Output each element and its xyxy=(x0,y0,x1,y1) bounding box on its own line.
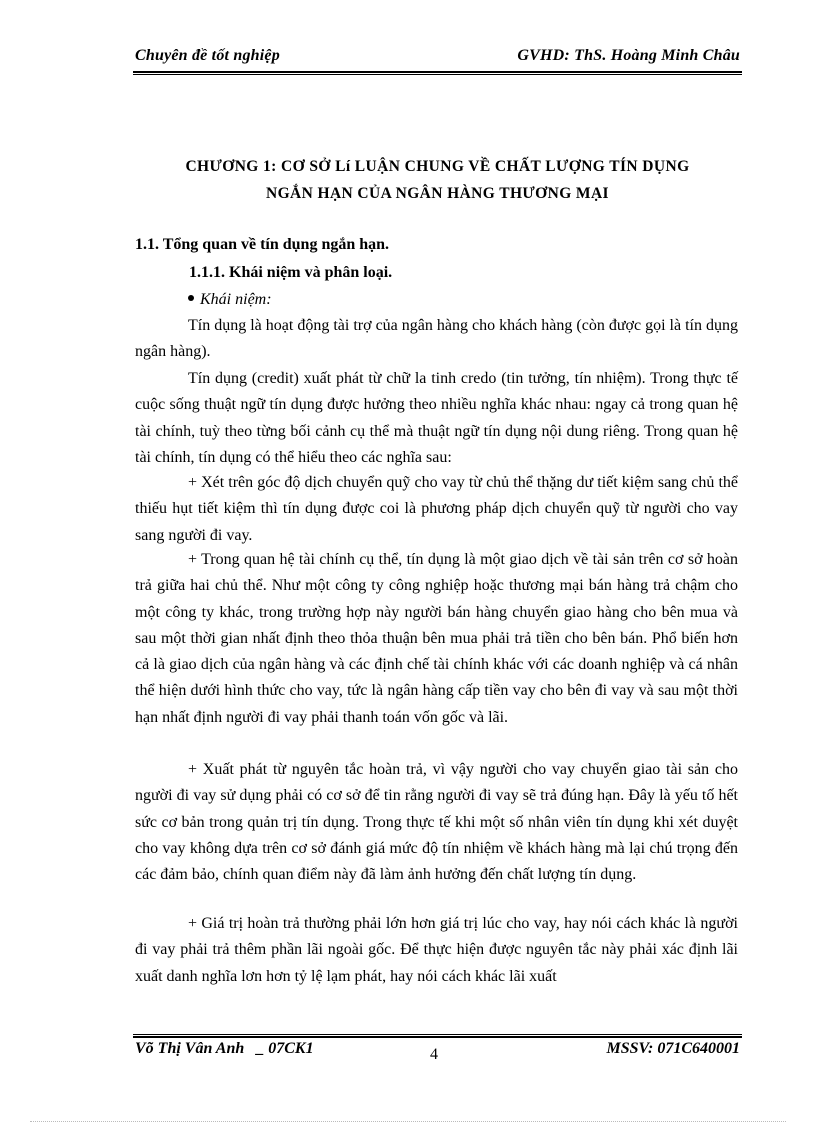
chapter-title-line-2: NGẮN HẠN CỦA NGÂN HÀNG THƯƠNG MẠI xyxy=(265,185,609,202)
bullet-icon xyxy=(188,295,194,301)
page-bottom-divider xyxy=(30,1121,786,1122)
paragraph: Tín dụng là hoạt động tài trợ của ngân hàng cho khách hàng (còn được gọi là tín dụng ngân hàng). xyxy=(135,317,738,361)
section-heading-1-1: 1.1. Tổng quan về tín dụng ngắn hạn. xyxy=(135,236,390,253)
paragraph: + Xuất phát từ nguyên tắc hoàn trả, vì vậy người cho vay chuyển giao tài sản cho người đi vay sử dụng phải có cơ sở để tin rằng người đi vay sẽ trả đúng hạn. Đây là yếu tố hết sức cơ bản trong quản trị tín dụng. Trong thực tế khi một số nhân viên tín dụng khi xét duyệt cho vay không dựa trên cơ sở đánh giá mức độ tín nhiệm về khách hàng mà lại chú trọng đến các đảm bảo, chính quan điểm này đã làm ảnh hưởng đến chất lượng tín dụng. xyxy=(135,761,738,884)
header-rule-thick xyxy=(133,71,742,73)
footer-rule-thick xyxy=(133,1036,742,1038)
paragraph: + Xét trên góc độ dịch chuyển quỹ cho vay từ chủ thể thặng dư tiết kiệm sang chủ thể thiếu hụt tiết kiệm thì tín dụng được coi là phương pháp dịch chuyển quỹ từ người cho vay sang người đi vay. xyxy=(135,474,738,544)
paragraph: Tín dụng (credit) xuất phát từ chữ la tinh credo (tin tưởng, tín nhiệm). Trong thực tế cuộc sống thuật ngữ tín dụng được hưởng theo nhiều nghĩa khác nhau: ngay cả trong quan hệ tài chính, tuỳ theo từng bối cảnh cụ thể mà thuật ngữ tín dụng nội dung riêng. Trong quan hệ tài chính, tín dụng có thể hiểu theo các nghĩa sau: xyxy=(135,370,738,466)
section-heading-1-1-1: 1.1.1. Khái niệm và phân loại. xyxy=(189,264,393,281)
header-rule-thin xyxy=(133,74,742,75)
footer-rule-thin xyxy=(133,1034,742,1035)
paragraph: + Trong quan hệ tài chính cụ thể, tín dụng là một giao dịch về tài sản trên cơ sở hoàn trả giữa hai chủ thể. Như một công ty công nghiệp hoặc thương mại bán hàng trả chậm cho một công ty khác, trong trường hợp này người bán hàng chuyển giao hàng cho bên mua và sau một thời gian nhất định theo thỏa thuận bên mua phải trả tiền cho bên bán. Phổ biến hơn cả là giao dịch của ngân hàng và các định chế tài chính khác với các doanh nghiệp và cá nhân thể hiện dưới hình thức cho vay, tức là ngân hàng cấp tiền vay cho bên đi vay và sau một thời hạn nhất định người đi vay phải thanh toán vốn gốc và lãi. xyxy=(135,551,738,726)
paragraph: + Giá trị hoàn trả thường phải lớn hơn giá trị lúc cho vay, hay nói cách khác là người đi vay phải trả thêm phần lãi ngoài gốc. Để thực hiện được nguyên tắc này phải xác định lãi xuất danh nghĩa lơn hơn tỷ lệ lạm phát, hay nói cách khác lãi xuất xyxy=(135,915,738,985)
bullet-item xyxy=(188,291,272,309)
page-number: 4 xyxy=(430,1046,438,1063)
footer-student-id: MSSV: 071C640001 xyxy=(606,1040,740,1057)
footer-author: Võ Thị Vân Anh _ 07CK1 xyxy=(135,1040,314,1057)
chapter-title-line-1: CHƯƠNG 1: CƠ SỞ Lí LUẬN CHUNG VỀ CHẤT LƯỢNG TÍN DỤNG xyxy=(185,158,690,175)
header-advisor: GVHD: ThS. Hoàng Minh Châu xyxy=(517,47,740,64)
header-course-title: Chuyên đề tốt nghiệp xyxy=(135,47,280,64)
bullet-label: Khái niệm: xyxy=(200,291,272,308)
